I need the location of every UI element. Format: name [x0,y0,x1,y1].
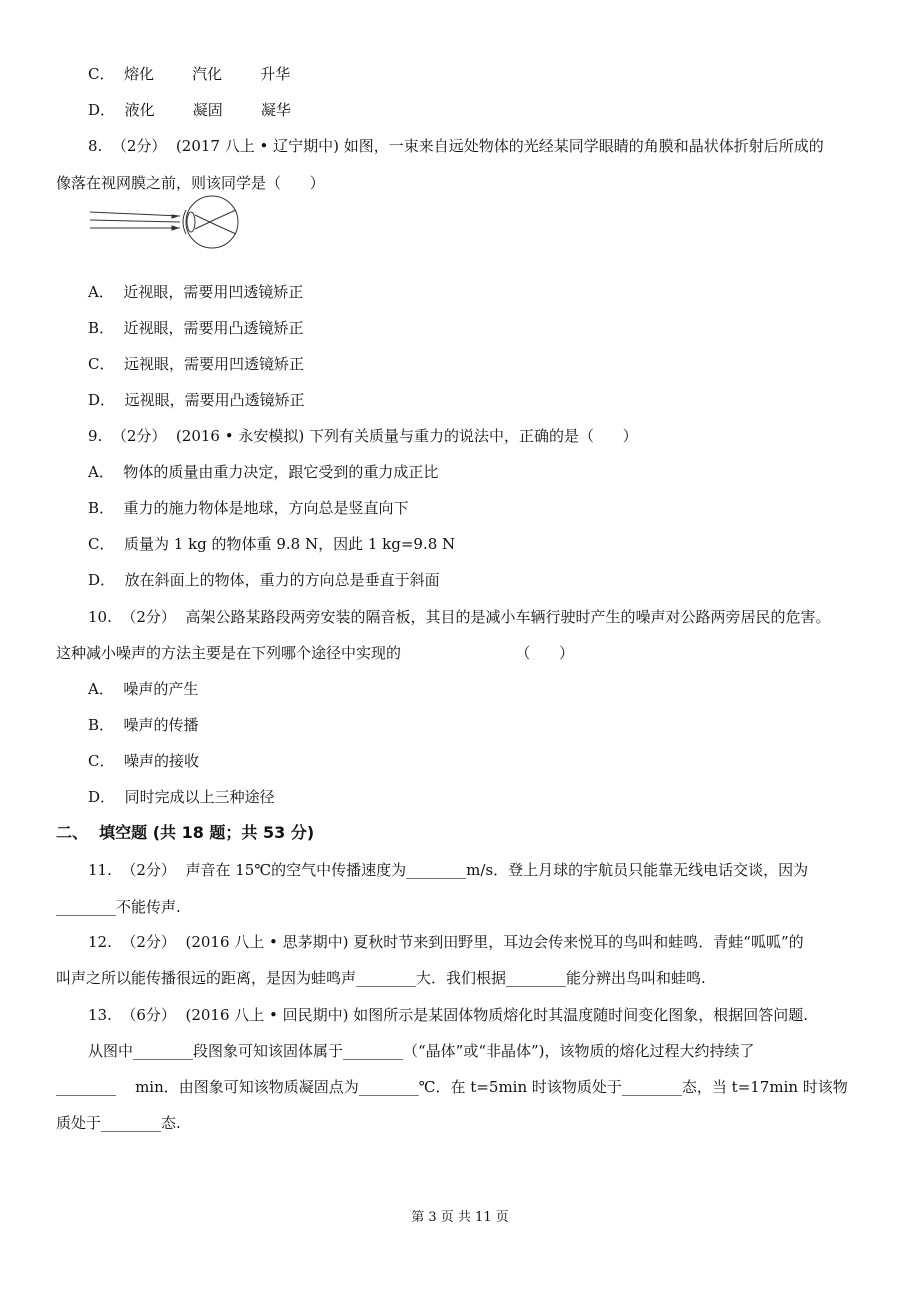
eye-diagram [88,194,248,250]
q8-stem-cont: 像落在视网膜之前，则该同学是（ ） [56,174,325,192]
q9-option-b: B． 重力的施力物体是地球，方向总是竖直向下 [88,499,409,517]
q9-option-d: D． 放在斜面上的物体，重力的方向总是垂直于斜面 [88,571,440,589]
q10-stem: 10. （2分） 高架公路某路段两旁安装的隔音板，其目的是减小车辆行驶时产生的噪声对公路两旁居民的危害。 [88,608,831,626]
page-footer: 第 3 页 共 11 页 [411,1210,509,1225]
q13-stem-line3: ________ min．由图象可知该物质凝固点为________℃．在 t=5min 时该物质处于________态，当 t=17min 时该物 [56,1078,848,1096]
q11-stem-cont: ________不能传声. [56,898,181,916]
q10-option-c: C． 噪声的接收 [88,752,200,770]
q13-stem-line4: 质处于________态. [56,1114,181,1132]
q10-option-b: B． 噪声的传播 [88,716,199,734]
q10-option-d: D． 同时完成以上三种途径 [88,788,275,806]
q12-stem: 12. （2分） (2016 八上 • 思茅期中) 夏秋时节来到田野里，耳边会传来悦耳的鸟叫和蛙鸣．青蛙“呱呱”的 [88,933,804,951]
q12-stem-cont: 叫声之所以能传播很远的距离，是因为蛙鸣声________大．我们根据________能分辨出鸟叫和蛙鸣. [56,969,706,987]
q8-option-a: A． 近视眼，需要用凹透镜矫正 [88,283,304,301]
light-ray-mid [90,220,180,222]
section-heading: 二、 填空题 (共 18 题；共 53 分) [56,823,315,842]
q11-stem: 11. （2分） 声音在 15℃的空气中传播速度为________m/s．登上月球的宇航员只能靠无线电话交谈，因为 [88,861,809,879]
eyeball [186,196,238,248]
q9-option-a: A． 物体的质量由重力决定，跟它受到的重力成正比 [88,463,439,481]
lens [187,212,195,232]
q8-option-d: D． 远视眼，需要用凸透镜矫正 [88,391,305,409]
q7-option-d: D． 液化 凝固 凝华 [88,101,291,119]
q9-stem: 9. （2分） (2016 • 永安模拟) 下列有关质量与重力的说法中，正确的是（ ） [88,427,638,445]
q7-option-c: C． 熔化 汽化 升华 [88,65,291,83]
q8-option-b: B． 近视眼，需要用凸透镜矫正 [88,319,304,337]
q13-stem: 13. （6分） (2016 八上 • 回民期中) 如图所示是某固体物质熔化时其温度随时间变化图象，根据回答问题. [88,1006,809,1024]
q13-stem-line2: 从图中________段图象可知该固体属于________（“晶体”或“非晶体”)，该物质的熔化过程大约持续了 [88,1042,755,1060]
q9-option-c: C． 质量为 1 kg 的物体重 9.8 N，因此 1 kg=9.8 N [88,535,456,553]
q10-option-a: A． 噪声的产生 [88,680,199,698]
q8-stem: 8. （2分） (2017 八上 • 辽宁期中) 如图，一束来自远处物体的光经某同学眼睛的角膜和晶状体折射后所成的 [88,137,824,155]
light-ray-top [90,212,180,216]
q10-stem-cont: 这种减小噪声的方法主要是在下列哪个途径中实现的 （ ） [56,644,575,662]
q8-option-c: C． 远视眼，需要用凹透镜矫正 [88,355,305,373]
